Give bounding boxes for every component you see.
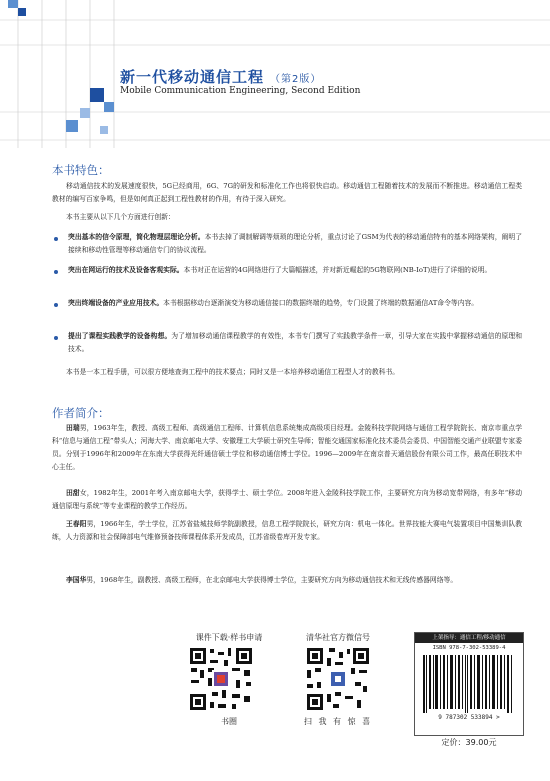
author-name: 李国华 [66, 576, 87, 584]
qr-label-top: 清华社官方微信号 [306, 633, 370, 642]
bullet-dot [54, 336, 58, 340]
edition-label: （第2版） [270, 74, 322, 85]
barcode-digits: 9 787302 533894 > [438, 714, 500, 721]
feature-item [68, 297, 522, 310]
author-bio [52, 518, 522, 544]
author-name: 王春阳 [66, 520, 87, 528]
feature-text: 本书根据移动台逐渐演变为移动通信接口的数据终端的趋势，专门设置了终端的数据通信AT命令等内容。 [163, 299, 479, 307]
book-title-text: 新一代移动通信工程 [120, 68, 265, 86]
features-closing: 本书是一本工程手册，可以很方便地查询工程中的技术要点；同时又是一本培养移动通信工程型人才的教科书。 [66, 368, 400, 376]
feature-bold: 突出终端设备的产业应用技术。 [68, 299, 164, 307]
qr-code-icon[interactable] [188, 646, 254, 712]
author-bio [52, 574, 522, 587]
feature-item [68, 330, 522, 356]
qr-label-bottom: 书圈 [221, 717, 237, 726]
feature-text: 本书对正在运营的4G网络进行了大篇幅描述，并对新近崛起的5G物联网(NB-IoT)进行了详细的说明。 [183, 266, 492, 274]
qr-code-icon[interactable] [305, 646, 371, 712]
features-intro-2: 本书主要从以下几个方面进行创新： [66, 213, 175, 221]
feature-bold: 突出在网运行的技术及设备客观实际。 [68, 266, 184, 274]
author-text: 男，1966年生，学士学位，江苏省盐城技师学院副教授，信息工程学院院长，研究方向：机电一体化。世界技能大赛电气装置项目中国集训队教练，人力资源和社会保障部电气维修预备技师课程体系开发成员，江苏省级卷库开发专家。 [52, 520, 523, 541]
author-text: 男，1963年生，教授、高级工程师、高级通信工程师、计算机信息系统集成高级项目经理。金陵科技学院网络与通信工程学院院长、南京市重点学科“信息与通信工程”带头人；河海大学、南京邮电大学、安徽理工大学硕士研究生导师；智能交通国家标准化技术委员会委员、中国智能交通产业联盟专家委员。分别于1996年和2009年在东南大学获得光纤通信硕士学位和移动通信博士学位。1996—2009年在南京普天通信股份有限公司工作，最高任职技术中心主任。 [52, 424, 523, 471]
book-title [120, 66, 321, 87]
features-intro: 移动通信技术的发展速度很快，5G已经商用，6G、7G的研发和标准化工作也将很快启动。移动通信工程随着技术的发展而不断推进。移动通信工程类教材的编写百家争鸣，但是如何真正起到工程性教材的作用，有待于深入研究。 [52, 182, 522, 203]
feature-item [68, 231, 522, 257]
book-title-english: Mobile Communication Engineering, Second Edition [120, 86, 361, 96]
bullet-dot [54, 270, 58, 274]
barcode-box [414, 632, 524, 736]
price-label: 定价：39.00元 [441, 738, 497, 747]
qr-label-top: 课件下载·样书申请 [195, 633, 263, 642]
isbn-text: ISBN 978-7-302-53389-4 [432, 645, 506, 651]
author-bio [52, 487, 522, 513]
feature-text: 为了增加移动通信课程教学的有效性，本书专门撰写了实践教学条件一章，引导大家在实践中掌握移动通信的原理和技术。 [68, 332, 523, 353]
author-text: 女，1982年生，2001年考入南京邮电大学，获得学士、硕士学位。2008年进入金陵科技学院工作，主要研究方向为移动宽带网络，有多年“移动通信原理与系统”等专业课程的教学工作经历。 [52, 489, 522, 510]
qr-label-bottom: 扫 我 有 惊 喜 [303, 717, 373, 726]
feature-text: 本书去掉了调制解调等烦琐的理论分析，重点讨论了GSM为代表的移动通信特有的基本网络架构，阐明了接续和移动性管理等移动通信专门的协议流程。 [68, 233, 523, 254]
cover-banner [0, 0, 550, 148]
bullet-dot [54, 303, 58, 307]
feature-bold: 提出了课程实践教学的设备构想。 [68, 332, 172, 340]
author-name: 田甜 [66, 489, 80, 497]
bullet-dot [54, 237, 58, 241]
barcode-icon [423, 655, 515, 713]
author-name: 田瑞 [66, 424, 80, 432]
features-heading: 本书特色： [52, 163, 110, 177]
feature-bold: 突出基本的信令原理，简化物理层理论分析。 [68, 233, 205, 241]
author-bio [52, 422, 522, 474]
authors-heading: 作者简介： [52, 406, 110, 420]
shelving-category: 上架指导：通信工程/移动通信 [415, 633, 523, 643]
feature-item [68, 264, 522, 277]
author-text: 男，1968年生，副教授、高级工程师，在北京邮电大学获得博士学位，主要研究方向为移动通信技术和无线传感器网络等。 [86, 576, 458, 584]
